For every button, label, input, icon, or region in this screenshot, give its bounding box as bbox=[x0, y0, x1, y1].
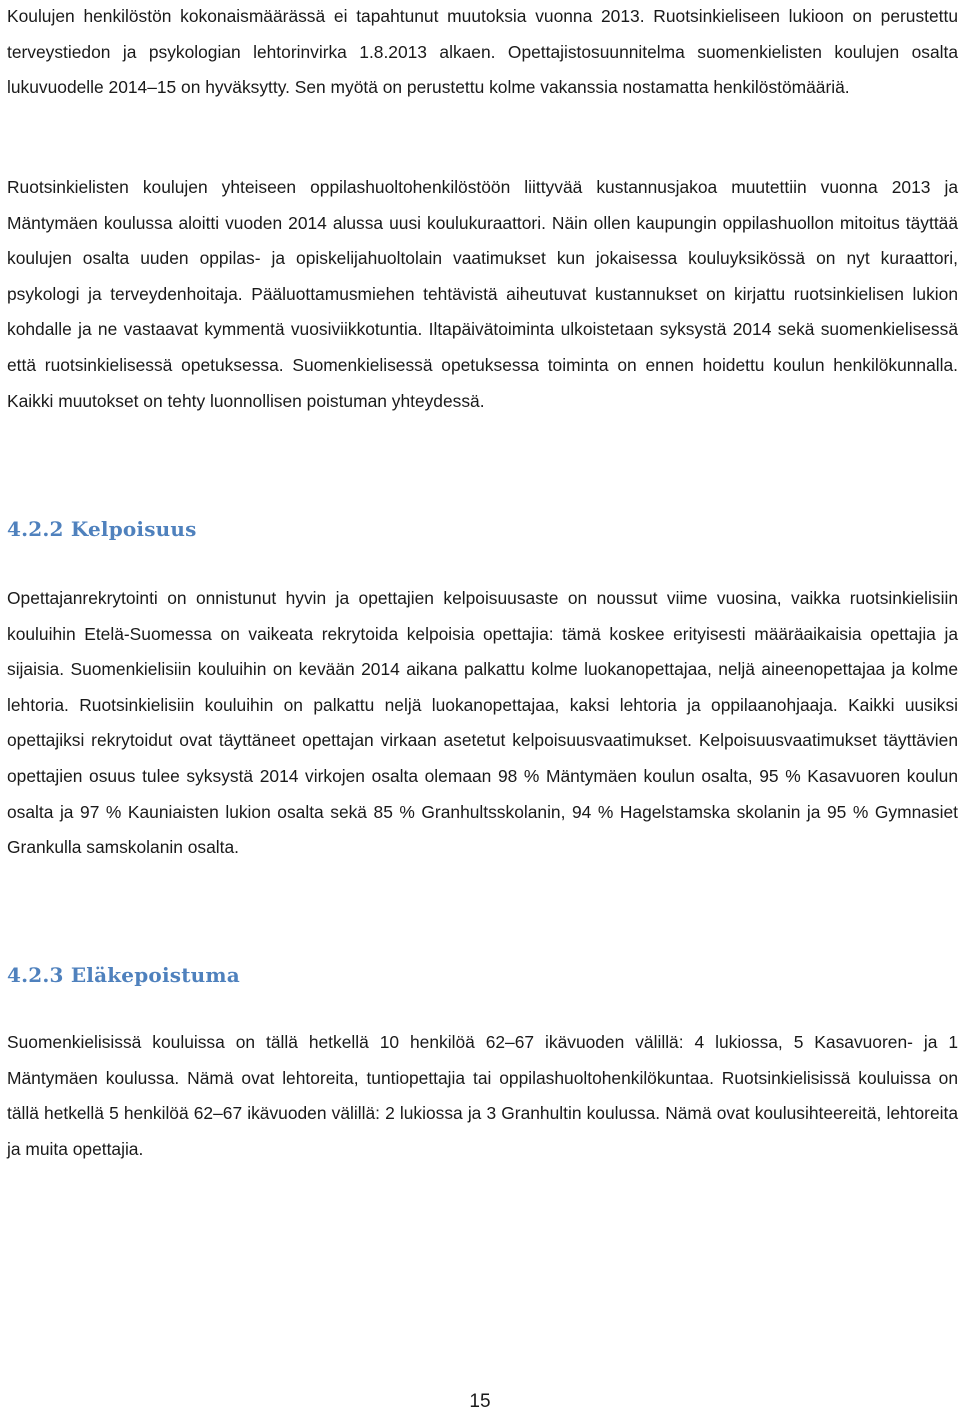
paragraph-teacher-qualification: Opettajanrekrytointi on onnistunut hyvin ja opettajien kelpoisuusaste on noussut viime vuosina, vaikka ruotsinkielisiin kouluihin Etelä-Suomessa on vaikeata rekrytoida kelpoisia opettajia: tämä koskee erityisesti määräaikaisia opettajia ja sijaisia. Suomenkielisiin kouluihin on kevään 2014 aikana palkattu kolme luokanopettajaa, neljä aineenopettajaa ja kolme lehtoria. Ruotsinkielisiin kouluihin on palkattu neljä luokanopettajaa, kaksi lehtoria ja oppilaanohjaaja. Kaikki uusiksi opettajiksi rekrytoidut ovat täyttäneet opettajan virkaan asetetut kelpoisuusvaatimukset. Kelpoisuusvaatimukset täyttävien opettajien osuus tulee syksystä 2014 virkojen osalta olemaan 98 % Mäntymäen koulun osalta, 95 % Kasavuoren koulun osalta ja 97 % Kauniaisten lukion osalta sekä 85 % Granhultsskolanin, 94 % Hagelstamska skolanin ja 95 % Gymnasiet Grankulla samskolanin osalta. bbox=[7, 588, 958, 858]
paragraph-student-care-staff: Ruotsinkielisten koulujen yhteiseen oppilashuoltohenkilöstöön liittyvää kustannusjakoa muutettiin vuonna 2013 ja Mäntymäen koulussa aloitti vuoden 2014 alussa uusi koulukuraattori. Näin ollen kaupungin oppilashuollon mitoitus täyttää koulujen osalta uuden oppilas- ja opiskelijahuoltolain vaatimukset kun jokaisessa kouluyksikössä on nyt kuraattori, psykologi ja terveydenhoitaja. Pääluottamusmiehen tehtävistä aiheutuvat kustannukset on kirjattu ruotsinkielisen lukion kohdalle ja ne vastaavat kymmentä vuosiviikkotuntia. Iltapäivätoiminta ulkoistetaan syksystä 2014 sekä suomenkielisessä että ruotsinkielisessä opetuksessa. Suomenkielisessä opetuksessa toiminta on ennen hoidettu koulun henkilökunnalla. Kaikki muutokset on tehty luonnollisen poistuman yhteydessä. bbox=[7, 177, 958, 411]
section-heading-qualification: 4.2.2 Kelpoisuus bbox=[7, 517, 197, 541]
section-heading-retirement: 4.2.3 Eläkepoistuma bbox=[7, 963, 240, 987]
page-number: 15 bbox=[469, 1391, 491, 1412]
paragraph-retirement: Suomenkielisissä kouluissa on tällä hetkellä 10 henkilöä 62–67 ikävuoden välillä: 4 lukiossa, 5 Kasavuoren- ja 1 Mäntymäen koulussa. Nämä ovat lehtoreita, tuntiopettajia tai oppilashuoltohenkilökuntaa. Ruotsinkielisissä kouluissa on tällä hetkellä 5 henkilöä 62–67 ikävuoden välillä: 2 lukiossa ja 3 Granhultin koulussa. Nämä ovat koulusihteereitä, lehtoreita ja muita opettajia. bbox=[7, 1032, 958, 1159]
paragraph-staffing-changes: Koulujen henkilöstön kokonaismäärässä ei tapahtunut muutoksia vuonna 2013. Ruotsinkieliseen lukioon on perustettu terveystiedon ja psykologian lehtorinvirka 1.8.2013 alkaen. Opettajistosuunnitelma suomenkielisten koulujen osalta lukuvuodelle 2014–15 on hyväksytty. Sen myötä on perustettu kolme vakanssia nostamatta henkilöstömääriä. bbox=[7, 6, 958, 98]
